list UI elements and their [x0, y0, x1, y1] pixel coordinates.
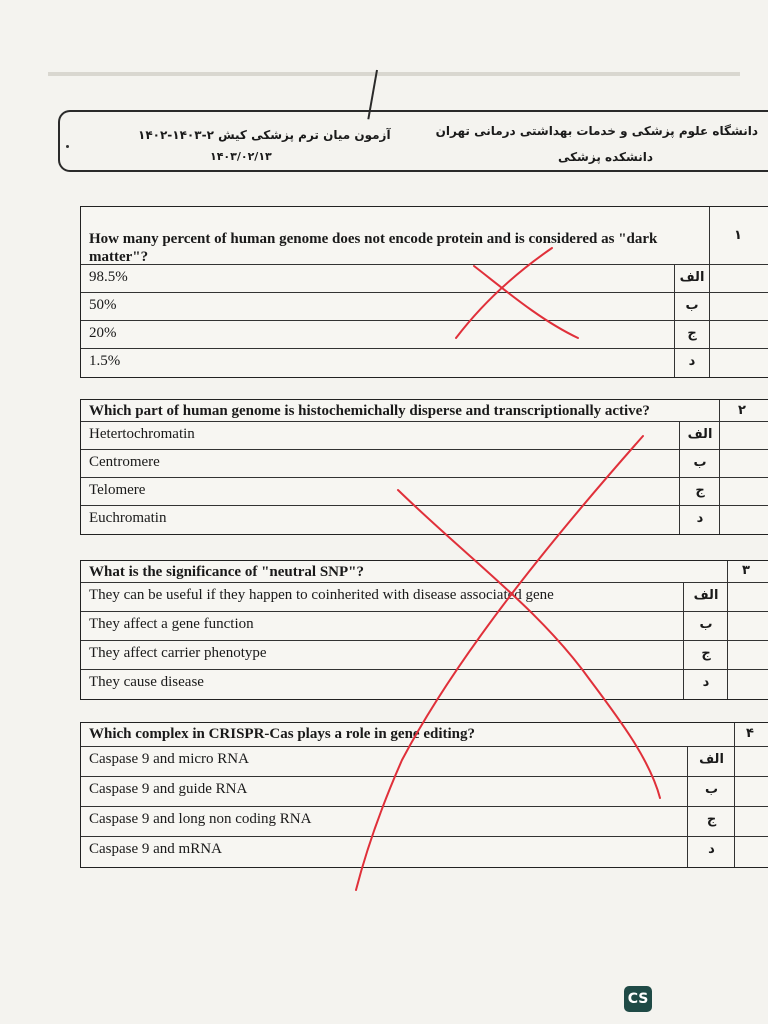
option-row [81, 641, 768, 670]
option-letter: الف [679, 270, 705, 285]
option-letter: ب [704, 782, 719, 797]
option-letter: د [696, 511, 704, 526]
question-text: Which complex in CRISPR-Cas plays a role in gene editing? [89, 726, 475, 742]
option-text: Caspase 9 and mRNA [89, 841, 222, 857]
option-row [81, 807, 768, 837]
question-number: ۲ [738, 403, 746, 418]
university-name: دانشگاه علوم پزشکی و خدمات بهداشتی درمانی تهران [435, 124, 758, 138]
option-row [81, 506, 768, 534]
option-text: Caspase 9 and long non coding RNA [89, 811, 312, 827]
question-stem [81, 207, 768, 265]
option-letter: د [708, 842, 715, 857]
exam-header [58, 110, 768, 172]
exam-date: ۱۴۰۳/۰۲/۱۳ [210, 150, 272, 163]
option-text: Telomere [89, 482, 146, 498]
question-number: ۴ [746, 726, 754, 741]
option-text: They affect a gene function [89, 616, 254, 632]
option-letter: ب [685, 298, 699, 313]
option-letter: د [688, 354, 696, 369]
option-text: 50% [89, 297, 117, 313]
option-text: 20% [89, 325, 117, 341]
question-3 [80, 560, 768, 700]
question-stem [81, 723, 768, 747]
option-letter: الف [687, 427, 713, 442]
option-row [81, 349, 768, 377]
option-row [81, 837, 768, 867]
option-letter: الف [693, 588, 719, 603]
option-text: They affect carrier phenotype [89, 645, 267, 661]
option-row [81, 777, 768, 807]
option-row [81, 747, 768, 777]
option-text: They cause disease [89, 674, 204, 690]
question-number: ۳ [742, 563, 750, 578]
question-stem [81, 400, 768, 422]
question-text: What is the significance of "neutral SNP"? [89, 564, 364, 580]
dot-mark [66, 145, 69, 148]
option-text: Caspase 9 and micro RNA [89, 751, 249, 767]
option-row [81, 265, 768, 293]
question-number: ۱ [734, 228, 742, 243]
option-text: They can be useful if they happen to coinherited with disease associated gene [89, 587, 554, 603]
option-row [81, 670, 768, 699]
option-letter: ج [687, 326, 697, 341]
question-text-cont: matter"? [89, 249, 149, 265]
option-row [81, 293, 768, 321]
option-text: 1.5% [89, 353, 121, 369]
question-4 [80, 722, 768, 868]
camscanner-logo: CS [624, 986, 652, 1012]
question-text: Which part of human genome is histochemichally disperse and transcriptionally active? [89, 403, 650, 419]
option-letter: ب [693, 455, 707, 470]
option-text: Hetertochromatin [89, 426, 195, 442]
question-stem [81, 561, 768, 583]
question-2 [80, 399, 768, 535]
option-row [81, 612, 768, 641]
paper-edge [48, 72, 740, 76]
option-letter: د [702, 675, 710, 690]
option-row [81, 422, 768, 450]
option-row [81, 583, 768, 612]
option-letter: ج [701, 646, 711, 661]
question-text: How many percent of human genome does not encode protein and is considered as "dark [89, 231, 658, 247]
option-row [81, 450, 768, 478]
option-letter: الف [699, 752, 724, 767]
option-text: 98.5% [89, 269, 128, 285]
option-text: Centromere [89, 454, 160, 470]
option-row [81, 478, 768, 506]
option-letter: ج [695, 483, 705, 498]
option-letter: ج [706, 812, 717, 827]
exam-title: آزمون میان ترم پزشکی کیش ۲-۱۴۰۳-۱۴۰۲ [138, 128, 391, 142]
faculty-name: دانشکده پزشکی [557, 150, 653, 164]
option-row [81, 321, 768, 349]
option-text: Caspase 9 and guide RNA [89, 781, 248, 797]
question-1 [80, 206, 768, 378]
option-text: Euchromatin [89, 510, 167, 526]
option-letter: ب [699, 617, 713, 632]
